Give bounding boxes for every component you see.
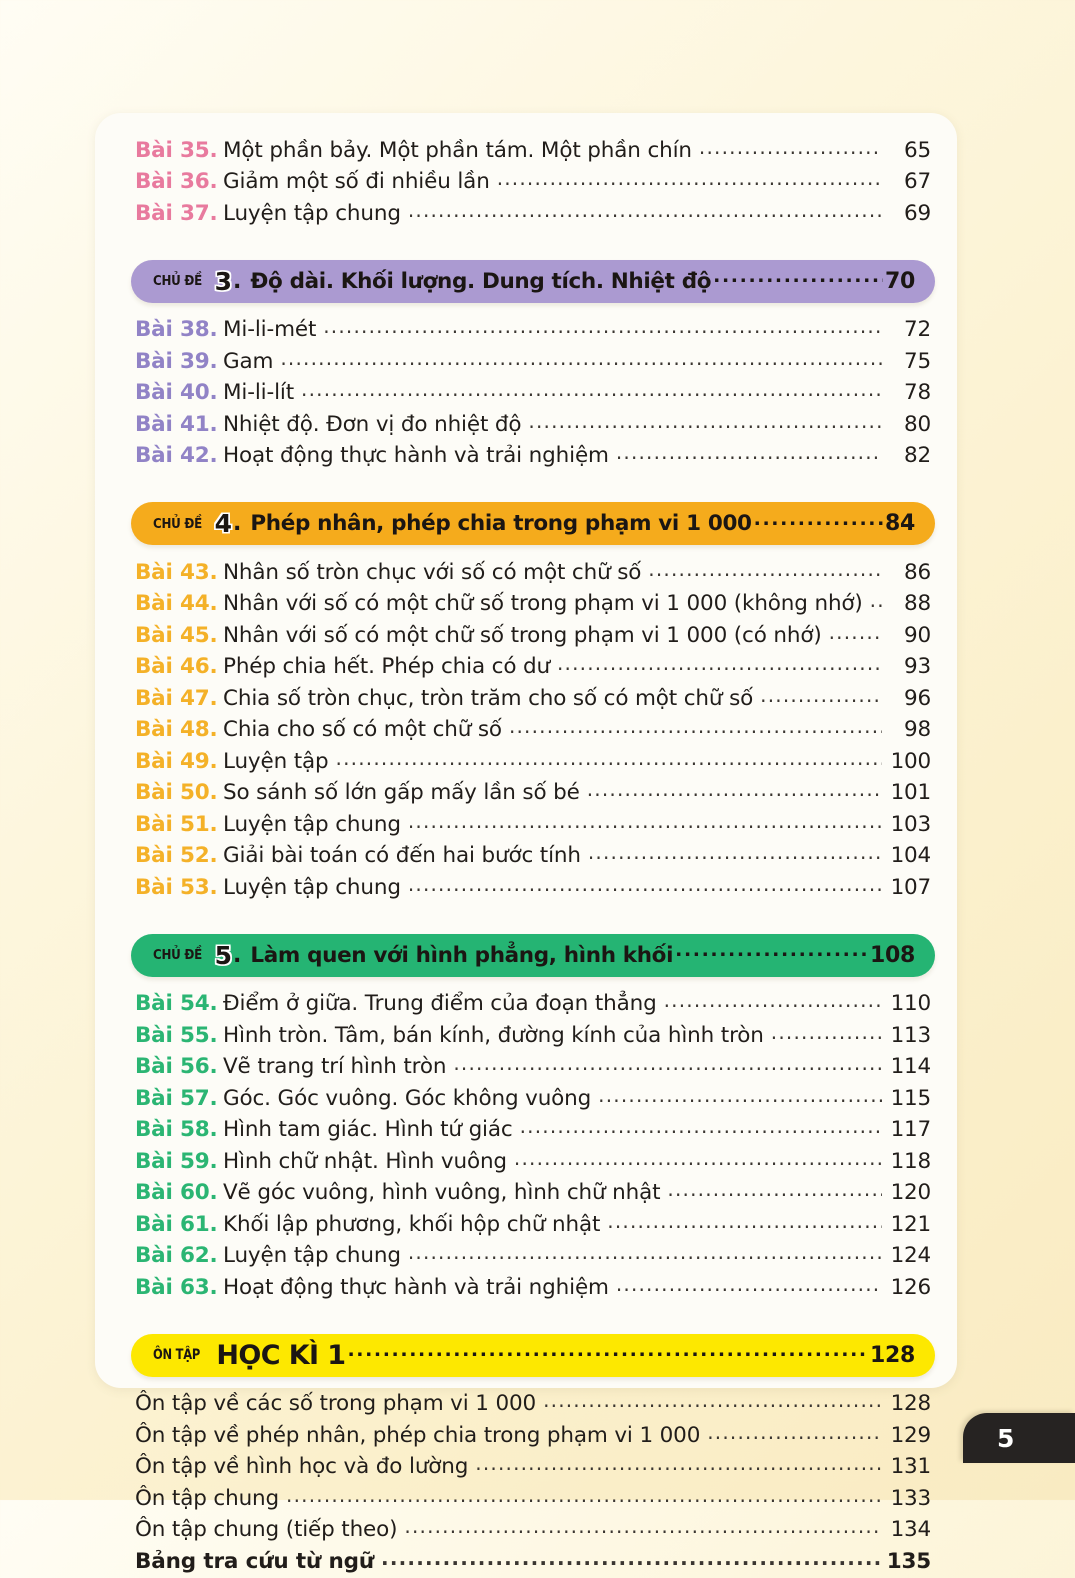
leader-dots xyxy=(616,441,882,463)
toc-row-title: Vẽ trang trí hình tròn xyxy=(223,1054,447,1079)
toc-row-page: 103 xyxy=(890,811,931,837)
toc-row[interactable] xyxy=(135,441,931,473)
banner-number-dot: . xyxy=(233,268,242,294)
toc-row-label: Bài 35. xyxy=(135,137,218,163)
leader-dots xyxy=(404,1515,882,1537)
toc-row[interactable] xyxy=(135,1241,931,1273)
toc-row-title: Ôn tập chung (tiếp theo) xyxy=(135,1517,398,1542)
toc-row-title: Chia cho số có một chữ số xyxy=(223,717,502,742)
leader-dots xyxy=(475,1452,882,1474)
toc-row-label: Bài 48. xyxy=(135,717,218,742)
toc-row-title: Nhân với số có một chữ số trong phạm vi 1 000 (có nhớ) xyxy=(223,622,822,648)
banner-number: 5 xyxy=(214,940,233,970)
toc-row-label: Bài 56. xyxy=(135,1054,218,1079)
toc-row[interactable] xyxy=(135,346,931,378)
leader-dots xyxy=(301,378,882,400)
toc-section-chu-de-3 xyxy=(135,230,931,473)
toc-row-page: 118 xyxy=(890,1148,931,1174)
toc-row-title: Nhân với số có một chữ số trong phạm vi 1 000 (không nhớ) xyxy=(223,591,863,616)
leader-dots xyxy=(497,167,882,189)
leader-dots xyxy=(707,1420,882,1442)
toc-row-page: 72 xyxy=(904,317,931,342)
toc-row-page: 104 xyxy=(890,843,931,868)
toc-row[interactable] xyxy=(135,589,931,621)
toc-row-page: 75 xyxy=(904,348,931,374)
toc-row-title: Ôn tập chung xyxy=(135,1485,280,1511)
toc-row[interactable] xyxy=(135,1052,931,1084)
toc-row[interactable] xyxy=(135,1115,931,1147)
toc-row-label: Bài 36. xyxy=(135,169,218,194)
toc-section-on-tap-hoc-ki-1 xyxy=(135,1304,931,1578)
toc-row-label: Bài 40. xyxy=(135,380,218,405)
section-banner-chu-de-5[interactable] xyxy=(131,934,935,977)
toc-row-label: Bài 57. xyxy=(135,1085,218,1111)
toc-row-label: Bài 58. xyxy=(135,1117,218,1142)
toc-row-page: 128 xyxy=(890,1391,931,1416)
toc-row-title: Hình tròn. Tâm, bán kính, đường kính của hình tròn xyxy=(223,1022,764,1048)
leader-dots xyxy=(587,778,882,800)
toc-row[interactable] xyxy=(135,652,931,684)
toc-row-label: Bài 50. xyxy=(135,780,218,805)
section-banner-chu-de-3[interactable] xyxy=(131,260,935,303)
toc-row-title: Hoạt động thực hành và trải nghiệm xyxy=(223,1274,609,1300)
toc-row-page: 101 xyxy=(890,780,931,805)
toc-row-label: Bài 49. xyxy=(135,748,218,774)
toc-row-page: 67 xyxy=(904,169,931,194)
toc-row[interactable] xyxy=(135,378,931,410)
toc-row-title: Nhiệt độ. Đơn vị đo nhiệt độ xyxy=(223,411,522,437)
toc-row-label: Bài 59. xyxy=(135,1148,218,1174)
banner-title: Độ dài. Khối lượng. Dung tích. Nhiệt độ xyxy=(250,268,712,294)
toc-row-title: Nhân số tròn chục với số có một chữ số xyxy=(223,559,642,585)
leader-dots xyxy=(408,872,882,894)
banner-title: Phép nhân, phép chia trong phạm vi 1 000 xyxy=(250,511,752,536)
toc-row-label: Bài 38. xyxy=(135,317,218,342)
toc-row-title: Ôn tập về phép nhân, phép chia trong phạm vi 1 000 xyxy=(135,1422,701,1448)
leader-dots xyxy=(323,315,882,337)
toc-row-page: 78 xyxy=(904,380,931,405)
toc-row-page: 90 xyxy=(904,622,931,648)
toc-row[interactable] xyxy=(135,620,931,652)
toc-row-page: 121 xyxy=(890,1211,931,1237)
toc-row[interactable] xyxy=(135,1515,931,1547)
toc-row-label: Bài 62. xyxy=(135,1243,218,1268)
banner-page: 108 xyxy=(869,942,915,968)
toc-row-page: 69 xyxy=(904,200,931,226)
toc-row-title: Phép chia hết. Phép chia có dư xyxy=(223,654,550,679)
toc-section-chu-de-5 xyxy=(135,904,931,1304)
page-number-badge xyxy=(963,1413,1075,1463)
toc-row-page: 65 xyxy=(904,137,931,163)
toc-row-page: 124 xyxy=(890,1243,931,1268)
leader-dots xyxy=(616,1272,882,1294)
banner-kicker: ÔN TẬP xyxy=(153,1347,201,1363)
toc-row-title: Điểm ở giữa. Trung điểm của đoạn thẳng xyxy=(223,991,657,1016)
toc-row-title: Khối lập phương, khối hộp chữ nhật xyxy=(223,1211,601,1237)
banner-gap xyxy=(135,1377,931,1389)
toc-row[interactable] xyxy=(135,1272,931,1304)
leader-dots xyxy=(280,346,882,368)
toc-row-page: 129 xyxy=(890,1422,931,1448)
leader-dots xyxy=(760,683,882,705)
toc-row-title: Giải bài toán có đến hai bước tính xyxy=(223,843,581,868)
toc-row-page: 113 xyxy=(890,1022,931,1048)
leader-dots xyxy=(557,652,882,674)
banner-number: 4 xyxy=(214,509,233,538)
toc-row-page: 96 xyxy=(904,685,931,711)
toc-row-label: Bài 55. xyxy=(135,1022,218,1048)
leader-dots xyxy=(514,1146,882,1168)
leader-dots xyxy=(598,1083,882,1105)
toc-row[interactable] xyxy=(135,989,931,1021)
toc-row-page: 80 xyxy=(904,411,931,437)
toc-row-label: Bài 47. xyxy=(135,685,218,711)
toc-row-page: 134 xyxy=(890,1517,931,1542)
toc-section-lessons-pink-tail xyxy=(135,135,931,230)
leader-dots xyxy=(588,841,882,863)
leader-dots xyxy=(607,1209,882,1231)
leader-dots xyxy=(699,135,882,157)
toc-row-title: Bảng tra cứu từ ngữ xyxy=(135,1548,375,1574)
section-gap xyxy=(135,472,931,502)
banner-number: 3 xyxy=(214,266,233,296)
toc-row-label: Bài 63. xyxy=(135,1274,218,1300)
toc-row-label: Bài 44. xyxy=(135,591,218,616)
leader-dots xyxy=(336,746,882,768)
banner-gap xyxy=(135,977,931,989)
toc-row[interactable] xyxy=(135,135,931,167)
toc-row[interactable] xyxy=(135,409,931,441)
toc-row[interactable] xyxy=(135,1420,931,1452)
leader-dots xyxy=(664,989,882,1011)
toc-row-label: Bài 61. xyxy=(135,1211,218,1237)
banner-number-dot: . xyxy=(233,511,242,536)
toc-row-title: Gam xyxy=(223,348,274,374)
banner-number-dot: . xyxy=(233,942,242,968)
toc-row[interactable] xyxy=(135,557,931,589)
toc-row[interactable] xyxy=(135,1389,931,1421)
toc-row-title: Luyện tập xyxy=(223,748,329,774)
leader-dots xyxy=(528,409,882,431)
leader-dots xyxy=(648,557,882,579)
toc-row[interactable] xyxy=(135,1083,931,1115)
toc-row-title: So sánh số lớn gấp mấy lần số bé xyxy=(223,780,580,805)
toc-row[interactable] xyxy=(135,683,931,715)
section-gap xyxy=(135,230,931,260)
banner-gap xyxy=(135,303,931,315)
toc-row-page: 86 xyxy=(904,559,931,585)
toc-row-label: Bài 51. xyxy=(135,811,218,837)
banner-leader-dots xyxy=(754,516,883,532)
table-of-contents xyxy=(135,135,931,1578)
banner-leader-dots xyxy=(347,1347,868,1363)
toc-row-page: 120 xyxy=(890,1180,931,1205)
section-gap xyxy=(135,904,931,934)
toc-row[interactable] xyxy=(135,1020,931,1052)
toc-row[interactable] xyxy=(135,1178,931,1210)
toc-row-page: 126 xyxy=(890,1274,931,1300)
toc-row-title: Hoạt động thực hành và trải nghiệm xyxy=(223,443,609,468)
toc-row-label: Bài 41. xyxy=(135,411,218,437)
toc-row-page: 131 xyxy=(890,1454,931,1479)
leader-dots xyxy=(453,1052,882,1074)
toc-row-title: Luyện tập chung xyxy=(223,874,401,900)
toc-row-page: 98 xyxy=(904,717,931,742)
leader-dots xyxy=(509,715,882,737)
toc-row[interactable] xyxy=(135,1452,931,1484)
toc-row[interactable] xyxy=(135,746,931,778)
toc-row-title: Hình tam giác. Hình tứ giác xyxy=(223,1117,513,1142)
banner-leader-dots xyxy=(713,273,883,289)
toc-row-page: 88 xyxy=(904,591,931,616)
toc-row-label: Bài 54. xyxy=(135,991,218,1016)
toc-row-label: Bài 52. xyxy=(135,843,218,868)
toc-row-page: 115 xyxy=(890,1085,931,1111)
toc-row[interactable] xyxy=(135,809,931,841)
toc-row-title: Luyện tập chung xyxy=(223,811,401,837)
toc-row-label: Bài 46. xyxy=(135,654,218,679)
leader-dots xyxy=(870,589,882,611)
toc-row[interactable] xyxy=(135,841,931,873)
toc-row-title: Góc. Góc vuông. Góc không vuông xyxy=(223,1085,592,1111)
toc-row-title: Chia số tròn chục, tròn trăm cho số có một chữ số xyxy=(223,685,754,711)
toc-row-page: 135 xyxy=(886,1548,931,1574)
toc-row[interactable] xyxy=(135,167,931,199)
toc-row[interactable] xyxy=(135,715,931,747)
leader-dots xyxy=(408,1241,882,1263)
banner-page: 70 xyxy=(884,268,915,294)
banner-page: 128 xyxy=(869,1342,915,1368)
section-gap xyxy=(135,1304,931,1334)
toc-row-label: Bài 39. xyxy=(135,348,218,374)
toc-row-title: Mi-li-lít xyxy=(223,380,295,405)
toc-row-page: 93 xyxy=(904,654,931,679)
toc-row-title: Vẽ góc vuông, hình vuông, hình chữ nhật xyxy=(223,1180,661,1205)
toc-content-card xyxy=(95,113,957,1574)
leader-dots xyxy=(771,1020,882,1042)
section-banner-on-tap-hoc-ki-1[interactable] xyxy=(131,1334,935,1377)
leader-dots xyxy=(408,809,882,831)
toc-section-chu-de-4 xyxy=(135,472,931,904)
toc-row[interactable] xyxy=(135,1209,931,1241)
banner-title: HỌC KÌ 1 xyxy=(216,1339,346,1371)
banner-title: Làm quen với hình phẳng, hình khối xyxy=(250,942,674,968)
banner-kicker: CHỦ ĐỀ xyxy=(153,515,202,532)
toc-row[interactable] xyxy=(135,1483,931,1515)
toc-row[interactable] xyxy=(135,778,931,810)
leader-dots xyxy=(667,1178,882,1200)
leader-dots xyxy=(543,1389,882,1411)
toc-row-title: Mi-li-mét xyxy=(223,317,317,342)
toc-row[interactable] xyxy=(135,872,931,904)
toc-row-title: Ôn tập về hình học và đo lường xyxy=(135,1454,469,1479)
banner-leader-dots xyxy=(675,947,868,963)
toc-row-label: Bài 53. xyxy=(135,874,218,900)
banner-gap xyxy=(135,545,931,557)
toc-row[interactable] xyxy=(135,1146,931,1178)
toc-row-page: 117 xyxy=(890,1117,931,1142)
banner-kicker: CHỦ ĐỀ xyxy=(153,273,202,289)
toc-row-title: Một phần bảy. Một phần tám. Một phần chín xyxy=(223,137,692,163)
toc-row-page: 100 xyxy=(890,748,931,774)
leader-dots xyxy=(829,620,882,642)
leader-dots xyxy=(286,1483,882,1505)
toc-row-label: Bài 60. xyxy=(135,1180,218,1205)
toc-row-page: 133 xyxy=(890,1485,931,1511)
toc-row-label: Bài 42. xyxy=(135,443,218,468)
toc-row-page: 110 xyxy=(890,991,931,1016)
toc-row-page: 114 xyxy=(890,1054,931,1079)
toc-row-page: 107 xyxy=(890,874,931,900)
page-number-value: 5 xyxy=(997,1423,1015,1453)
toc-row-title: Ôn tập về các số trong phạm vi 1 000 xyxy=(135,1391,537,1416)
toc-row-title: Luyện tập chung xyxy=(223,200,401,226)
toc-row-label: Bài 43. xyxy=(135,559,218,585)
section-banner-chu-de-4[interactable] xyxy=(131,502,935,545)
toc-row[interactable] xyxy=(135,1546,931,1578)
banner-page: 84 xyxy=(884,511,915,536)
leader-dots xyxy=(408,198,882,220)
leader-dots xyxy=(520,1115,882,1137)
toc-row-label: Bài 37. xyxy=(135,200,218,226)
leader-dots xyxy=(381,1546,882,1568)
toc-row-title: Luyện tập chung xyxy=(223,1243,401,1268)
toc-row[interactable] xyxy=(135,315,931,347)
banner-kicker: CHỦ ĐỀ xyxy=(153,947,202,963)
toc-row-label: Bài 45. xyxy=(135,622,218,648)
toc-row-title: Giảm một số đi nhiều lần xyxy=(223,169,490,194)
toc-row-title: Hình chữ nhật. Hình vuông xyxy=(223,1148,507,1174)
toc-row-page: 82 xyxy=(904,443,931,468)
toc-row[interactable] xyxy=(135,198,931,230)
